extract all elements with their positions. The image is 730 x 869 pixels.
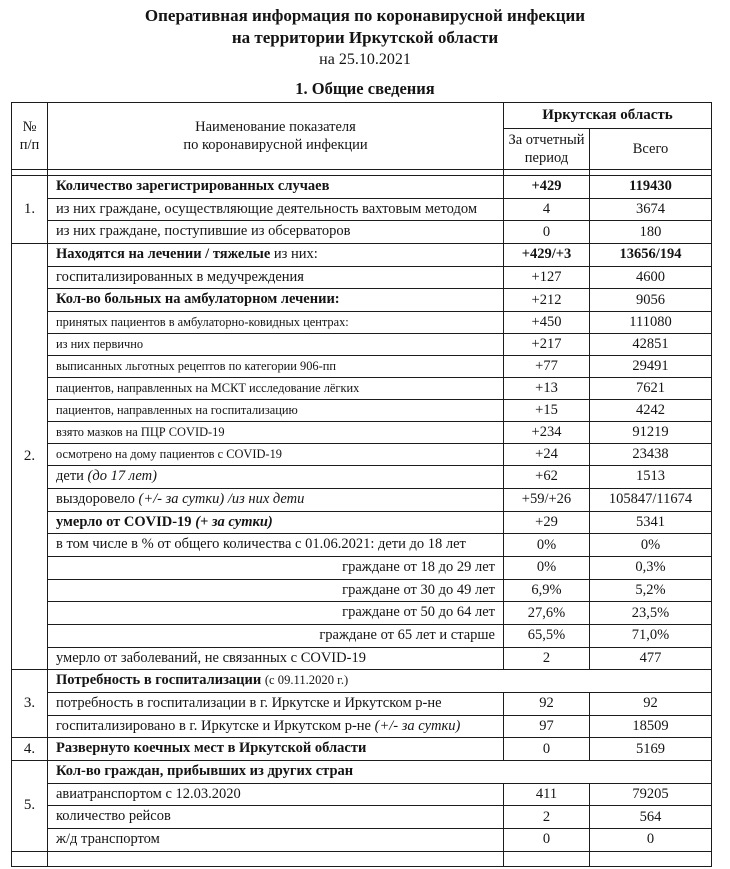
indicator-label-text: Развернуто коечных мест в Иркутской области xyxy=(56,740,367,757)
value-total-cell: 564 xyxy=(590,806,712,829)
value-total-cell: 4600 xyxy=(590,266,712,289)
value-total-cell: 9056 xyxy=(590,289,712,312)
indicator-label-text: дети xyxy=(56,468,88,485)
value-total-cell: 477 xyxy=(590,647,712,670)
table-row xyxy=(12,198,712,221)
indicator-label-text: авиатранспортом с 12.03.2020 xyxy=(56,785,241,802)
indicator-label-text: из них: xyxy=(270,246,318,263)
value-total-cell: 71,0% xyxy=(590,624,712,647)
indicator-label-cell xyxy=(48,289,504,312)
indicator-label-text: (+/- за сутки) xyxy=(374,717,461,734)
value-total-cell: 105847/11674 xyxy=(590,488,712,511)
indicator-label-cell xyxy=(48,244,504,267)
table-row xyxy=(12,334,712,356)
indicator-label-text: умерло от COVID-19 xyxy=(56,513,196,530)
indicator-label-text: потребность в госпитализации в г. Иркутске и Иркутском р-не xyxy=(56,695,442,711)
col-header-number: № п/п xyxy=(12,103,48,170)
value-period-cell: 0 xyxy=(504,221,590,244)
indicator-label-text: госпитализированных в медучреждения xyxy=(56,268,304,285)
indicator-label-text: госпитализировано в г. Иркутске и Иркутском р-не xyxy=(56,717,375,734)
table-row xyxy=(12,829,712,852)
value-total-cell: 3674 xyxy=(590,198,712,221)
indicator-label-cell xyxy=(48,488,504,511)
section-heading: 1. Общие сведения xyxy=(295,79,435,98)
indicator-label-text: Кол-во больных на амбулаторном лечении: xyxy=(56,291,340,308)
value-total-cell: 0,3% xyxy=(590,556,712,579)
table-row xyxy=(12,266,712,289)
table-row xyxy=(12,647,712,670)
indicator-label-cell xyxy=(48,556,504,579)
table-row xyxy=(12,579,712,602)
indicator-label-text: ж/д транспортом xyxy=(56,831,160,848)
indicator-label-cell xyxy=(48,466,504,489)
table-header xyxy=(12,103,712,170)
indicator-label-cell xyxy=(48,624,504,647)
document-title-line2: на территории Иркутской области xyxy=(231,28,499,47)
table-header-row-1 xyxy=(12,103,712,129)
table-row xyxy=(12,693,712,716)
indicator-label-text: (с 09.11.2020 г.) xyxy=(264,673,349,688)
table-row xyxy=(12,400,712,422)
col-header-period: За отчетный период xyxy=(504,128,590,169)
value-period-cell: +62 xyxy=(504,466,590,489)
value-period-cell: +429 xyxy=(504,176,590,199)
value-total-cell: 7621 xyxy=(590,378,712,400)
value-total-cell: 119430 xyxy=(590,176,712,199)
indicator-label-cell xyxy=(48,422,504,444)
indicator-label-text: Количество зарегистрированных случаев xyxy=(56,178,330,194)
table-row xyxy=(12,511,712,534)
indicator-label-cell xyxy=(48,851,504,866)
indicator-label-text: граждане от 18 до 29 лет xyxy=(342,558,495,575)
table-row xyxy=(12,221,712,244)
table-row xyxy=(12,556,712,579)
value-period-cell: 6,9% xyxy=(504,579,590,602)
value-total-cell: 29491 xyxy=(590,356,712,378)
value-total-cell: 111080 xyxy=(590,312,712,334)
value-period-cell: 2 xyxy=(504,806,590,829)
indicator-label-text: взято мазков на ПЦР COVID-19 xyxy=(56,425,225,440)
value-period-cell xyxy=(504,851,590,866)
indicator-label-text: Потребность в госпитализации xyxy=(56,672,265,689)
table-row xyxy=(12,806,712,829)
indicator-label-text: пациентов, направленных на госпитализацию xyxy=(56,403,298,418)
indicator-label-cell xyxy=(48,761,712,784)
value-period-cell: +212 xyxy=(504,289,590,312)
row-group-number: 4. xyxy=(12,738,48,761)
indicator-label-cell xyxy=(48,378,504,400)
col-header-indicator-line2: по коронавирусной инфекции xyxy=(183,137,368,153)
indicator-label-cell xyxy=(48,221,504,244)
row-group-number: 3. xyxy=(12,670,48,738)
indicator-label-cell xyxy=(48,715,504,738)
value-total-cell: 0 xyxy=(590,829,712,852)
indicator-label-text: принятых пациентов в амбулаторно-ковидных центрах: xyxy=(56,315,349,330)
value-period-cell: 0 xyxy=(504,738,590,761)
value-total-cell: 5,2% xyxy=(590,579,712,602)
indicator-label-text: (до 17 лет) xyxy=(87,468,157,485)
table-row xyxy=(12,289,712,312)
value-total-cell: 92 xyxy=(590,693,712,716)
document-date: на 25.10.2021 xyxy=(319,51,411,68)
row-group-number: 5. xyxy=(12,761,48,852)
value-total-cell: 42851 xyxy=(590,334,712,356)
table-row xyxy=(12,378,712,400)
table-row xyxy=(12,244,712,267)
value-period-cell: 65,5% xyxy=(504,624,590,647)
general-info-table xyxy=(11,102,712,867)
value-total-cell: 23,5% xyxy=(590,602,712,625)
value-period-cell: 0% xyxy=(504,556,590,579)
indicator-label-cell xyxy=(48,579,504,602)
indicator-label-text: выписанных льготных рецептов по категории 906-пп xyxy=(56,359,336,374)
table-row xyxy=(12,466,712,489)
indicator-label-cell xyxy=(48,444,504,466)
value-period-cell: 92 xyxy=(504,693,590,716)
indicator-label-cell xyxy=(48,176,504,199)
value-period-cell: +429/+3 xyxy=(504,244,590,267)
row-group-number: 2. xyxy=(12,244,48,670)
value-period-cell: +13 xyxy=(504,378,590,400)
document-title-line1: Оперативная информация по коронавирусной инфекции xyxy=(144,6,586,25)
table-row xyxy=(12,670,712,693)
table-row xyxy=(12,738,712,761)
value-total-cell: 91219 xyxy=(590,422,712,444)
table-body xyxy=(12,170,712,867)
value-total-cell xyxy=(590,851,712,866)
indicator-label-text: из них граждане, осуществляющие деятельность вахтовым методом xyxy=(56,200,478,217)
indicator-label-text: граждане от 50 до 64 лет xyxy=(342,604,495,621)
indicator-label-text: Находятся на лечении / тяжелые xyxy=(56,246,271,263)
value-period-cell: 97 xyxy=(504,715,590,738)
value-total-cell: 18509 xyxy=(590,715,712,738)
table-row xyxy=(12,715,712,738)
indicator-label-cell xyxy=(48,198,504,221)
table-row xyxy=(12,602,712,625)
indicator-label-text: количество рейсов xyxy=(56,808,171,825)
indicator-label-cell xyxy=(48,670,712,693)
indicator-label-text: выздоровело xyxy=(56,490,139,507)
indicator-label-cell xyxy=(48,783,504,806)
col-header-region: Иркутская область xyxy=(504,103,712,129)
value-total-cell: 4242 xyxy=(590,400,712,422)
value-period-cell: +77 xyxy=(504,356,590,378)
indicator-label-cell xyxy=(48,511,504,534)
indicator-label-text: в том числе в % от общего количества с 01.06.2021: дети до 18 лет xyxy=(56,536,466,553)
value-period-cell: 411 xyxy=(504,783,590,806)
table-row xyxy=(12,312,712,334)
indicator-label-text: (+/- за сутки) /из них дети xyxy=(138,490,305,507)
value-period-cell: +217 xyxy=(504,334,590,356)
indicator-label-text: (+ за сутки) xyxy=(195,513,273,530)
col-header-total: Всего xyxy=(590,128,712,169)
indicator-label-cell xyxy=(48,693,504,716)
table-row xyxy=(12,422,712,444)
value-period-cell: +59/+26 xyxy=(504,488,590,511)
value-total-cell: 0% xyxy=(590,534,712,557)
value-total-cell: 5341 xyxy=(590,511,712,534)
value-period-cell: +234 xyxy=(504,422,590,444)
value-period-cell: 0% xyxy=(504,534,590,557)
row-group-number: 1. xyxy=(12,176,48,244)
value-period-cell: +15 xyxy=(504,400,590,422)
indicator-label-cell xyxy=(48,647,504,670)
table-row xyxy=(12,444,712,466)
table-row xyxy=(12,851,712,866)
indicator-label-text: граждане от 65 лет и старше xyxy=(319,626,495,643)
table-row xyxy=(12,624,712,647)
value-period-cell: 2 xyxy=(504,647,590,670)
value-period-cell: 0 xyxy=(504,829,590,852)
table-row xyxy=(12,176,712,199)
table-row xyxy=(12,534,712,557)
indicator-label-cell xyxy=(48,334,504,356)
indicator-label-text: пациентов, направленных на МСКТ исследование лёгких xyxy=(56,381,360,396)
indicator-label-text: из них граждане, поступившие из обсерваторов xyxy=(56,223,351,240)
indicator-label-cell xyxy=(48,829,504,852)
indicator-label-cell xyxy=(48,400,504,422)
col-header-indicator-line1: Наименование показателя xyxy=(195,118,356,135)
value-period-cell: 27,6% xyxy=(504,602,590,625)
indicator-label-text: граждане от 30 до 49 лет xyxy=(342,581,495,598)
col-header-indicator xyxy=(48,103,504,170)
value-total-cell: 1513 xyxy=(590,466,712,489)
indicator-label-cell xyxy=(48,534,504,557)
document-header xyxy=(0,0,730,71)
value-total-cell: 23438 xyxy=(590,444,712,466)
row-number-cell xyxy=(12,851,48,866)
value-period-cell: +127 xyxy=(504,266,590,289)
value-total-cell: 13656/194 xyxy=(590,244,712,267)
value-period-cell: 4 xyxy=(504,198,590,221)
indicator-label-cell xyxy=(48,602,504,625)
indicator-label-text: умерло от заболеваний, не связанных с COVID-19 xyxy=(56,649,366,666)
value-total-cell: 180 xyxy=(590,221,712,244)
indicator-label-cell xyxy=(48,738,504,761)
indicator-label-text: из них первично xyxy=(56,337,144,352)
indicator-label-text: осмотрено на дому пациентов с COVID-19 xyxy=(56,447,282,462)
indicator-label-cell xyxy=(48,356,504,378)
value-period-cell: +29 xyxy=(504,511,590,534)
value-total-cell: 79205 xyxy=(590,783,712,806)
value-total-cell: 5169 xyxy=(590,738,712,761)
table-row xyxy=(12,783,712,806)
table-row xyxy=(12,356,712,378)
indicator-label-text: Кол-во граждан, прибывших из других стран xyxy=(56,763,354,780)
indicator-label-cell xyxy=(48,806,504,829)
indicator-label-cell xyxy=(48,312,504,334)
value-period-cell: +450 xyxy=(504,312,590,334)
table-row xyxy=(12,761,712,784)
value-period-cell: +24 xyxy=(504,444,590,466)
indicator-label-cell xyxy=(48,266,504,289)
table-row xyxy=(12,488,712,511)
